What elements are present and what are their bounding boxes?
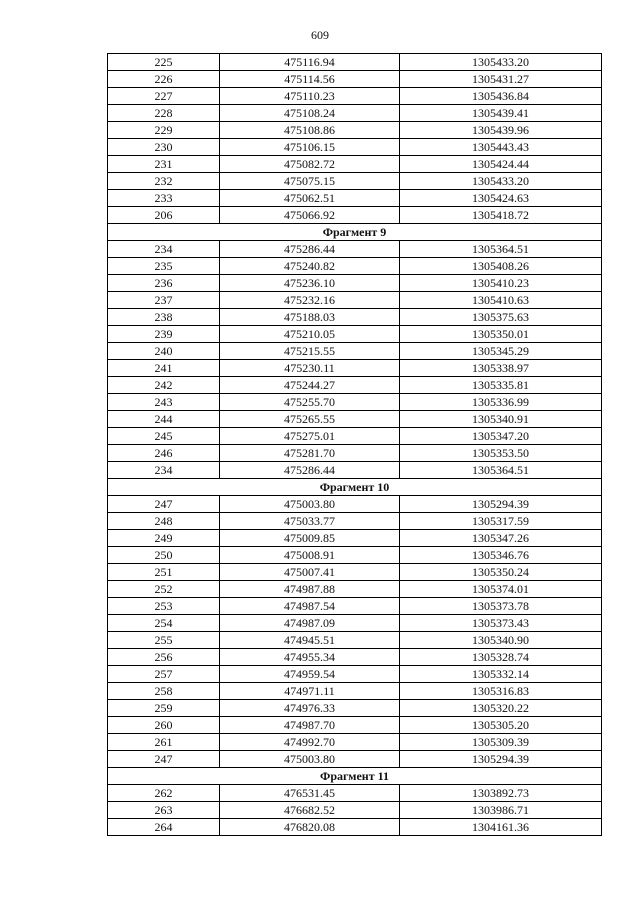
section-header-row bbox=[108, 768, 602, 785]
point-number-cell: 232 bbox=[108, 173, 220, 190]
table-row bbox=[108, 360, 602, 377]
y-coordinate-cell: 1305350.01 bbox=[400, 326, 602, 343]
point-number-cell: 256 bbox=[108, 649, 220, 666]
section-title: Фрагмент 10 bbox=[108, 479, 602, 496]
x-coordinate-cell: 474987.70 bbox=[220, 717, 400, 734]
y-coordinate-cell: 1305410.63 bbox=[400, 292, 602, 309]
point-number-cell: 234 bbox=[108, 241, 220, 258]
y-coordinate-cell: 1305443.43 bbox=[400, 139, 602, 156]
y-coordinate-cell: 1305317.59 bbox=[400, 513, 602, 530]
y-coordinate-cell: 1305316.83 bbox=[400, 683, 602, 700]
x-coordinate-cell: 475082.72 bbox=[220, 156, 400, 173]
y-coordinate-cell: 1305338.97 bbox=[400, 360, 602, 377]
point-number-cell: 260 bbox=[108, 717, 220, 734]
table-row bbox=[108, 615, 602, 632]
y-coordinate-cell: 1305373.43 bbox=[400, 615, 602, 632]
table-row bbox=[108, 122, 602, 139]
y-coordinate-cell: 1303986.71 bbox=[400, 802, 602, 819]
table-row bbox=[108, 683, 602, 700]
x-coordinate-cell: 475033.77 bbox=[220, 513, 400, 530]
x-coordinate-cell: 475114.56 bbox=[220, 71, 400, 88]
x-coordinate-cell: 475275.01 bbox=[220, 428, 400, 445]
table-row bbox=[108, 513, 602, 530]
table-row bbox=[108, 207, 602, 224]
y-coordinate-cell: 1305439.41 bbox=[400, 105, 602, 122]
point-number-cell: 262 bbox=[108, 785, 220, 802]
y-coordinate-cell: 1305433.20 bbox=[400, 173, 602, 190]
x-coordinate-cell: 475003.80 bbox=[220, 751, 400, 768]
y-coordinate-cell: 1305347.20 bbox=[400, 428, 602, 445]
point-number-cell: 261 bbox=[108, 734, 220, 751]
x-coordinate-cell: 475230.11 bbox=[220, 360, 400, 377]
point-number-cell: 253 bbox=[108, 598, 220, 615]
point-number-cell: 236 bbox=[108, 275, 220, 292]
x-coordinate-cell: 475236.10 bbox=[220, 275, 400, 292]
x-coordinate-cell: 475244.27 bbox=[220, 377, 400, 394]
x-coordinate-cell: 474959.54 bbox=[220, 666, 400, 683]
table-row bbox=[108, 241, 602, 258]
table-row bbox=[108, 666, 602, 683]
x-coordinate-cell: 475215.55 bbox=[220, 343, 400, 360]
y-coordinate-cell: 1305340.91 bbox=[400, 411, 602, 428]
x-coordinate-cell: 475075.15 bbox=[220, 173, 400, 190]
table-row bbox=[108, 190, 602, 207]
x-coordinate-cell: 474971.11 bbox=[220, 683, 400, 700]
y-coordinate-cell: 1305340.90 bbox=[400, 632, 602, 649]
table-row bbox=[108, 411, 602, 428]
y-coordinate-cell: 1305346.76 bbox=[400, 547, 602, 564]
point-number-cell: 233 bbox=[108, 190, 220, 207]
x-coordinate-cell: 475007.41 bbox=[220, 564, 400, 581]
point-number-cell: 255 bbox=[108, 632, 220, 649]
table-row bbox=[108, 309, 602, 326]
x-coordinate-cell: 476820.08 bbox=[220, 819, 400, 836]
y-coordinate-cell: 1305294.39 bbox=[400, 496, 602, 513]
table-row bbox=[108, 139, 602, 156]
y-coordinate-cell: 1305424.44 bbox=[400, 156, 602, 173]
table-row bbox=[108, 496, 602, 513]
y-coordinate-cell: 1305373.78 bbox=[400, 598, 602, 615]
point-number-cell: 234 bbox=[108, 462, 220, 479]
x-coordinate-cell: 475188.03 bbox=[220, 309, 400, 326]
table-row bbox=[108, 632, 602, 649]
table-row bbox=[108, 717, 602, 734]
point-number-cell: 264 bbox=[108, 819, 220, 836]
table-row bbox=[108, 71, 602, 88]
x-coordinate-cell: 475116.94 bbox=[220, 54, 400, 71]
y-coordinate-cell: 1305364.51 bbox=[400, 241, 602, 258]
table-row bbox=[108, 530, 602, 547]
table-row bbox=[108, 54, 602, 71]
coordinates-table bbox=[107, 53, 602, 836]
y-coordinate-cell: 1305336.99 bbox=[400, 394, 602, 411]
y-coordinate-cell: 1305335.81 bbox=[400, 377, 602, 394]
point-number-cell: 240 bbox=[108, 343, 220, 360]
y-coordinate-cell: 1305408.26 bbox=[400, 258, 602, 275]
table-row bbox=[108, 462, 602, 479]
point-number-cell: 245 bbox=[108, 428, 220, 445]
page-number: 609 bbox=[311, 28, 329, 42]
y-coordinate-cell: 1305320.22 bbox=[400, 700, 602, 717]
x-coordinate-cell: 474976.33 bbox=[220, 700, 400, 717]
table-row bbox=[108, 156, 602, 173]
x-coordinate-cell: 475281.70 bbox=[220, 445, 400, 462]
point-number-cell: 226 bbox=[108, 71, 220, 88]
x-coordinate-cell: 475286.44 bbox=[220, 241, 400, 258]
x-coordinate-cell: 475008.91 bbox=[220, 547, 400, 564]
x-coordinate-cell: 475066.92 bbox=[220, 207, 400, 224]
table-row bbox=[108, 581, 602, 598]
y-coordinate-cell: 1305374.01 bbox=[400, 581, 602, 598]
y-coordinate-cell: 1305294.39 bbox=[400, 751, 602, 768]
point-number-cell: 249 bbox=[108, 530, 220, 547]
table-row bbox=[108, 428, 602, 445]
x-coordinate-cell: 475210.05 bbox=[220, 326, 400, 343]
point-number-cell: 227 bbox=[108, 88, 220, 105]
point-number-cell: 251 bbox=[108, 564, 220, 581]
y-coordinate-cell: 1305328.74 bbox=[400, 649, 602, 666]
x-coordinate-cell: 474945.51 bbox=[220, 632, 400, 649]
table-row bbox=[108, 564, 602, 581]
x-coordinate-cell: 475106.15 bbox=[220, 139, 400, 156]
y-coordinate-cell: 1305332.14 bbox=[400, 666, 602, 683]
y-coordinate-cell: 1305418.72 bbox=[400, 207, 602, 224]
x-coordinate-cell: 475009.85 bbox=[220, 530, 400, 547]
point-number-cell: 237 bbox=[108, 292, 220, 309]
y-coordinate-cell: 1305353.50 bbox=[400, 445, 602, 462]
table-row bbox=[108, 598, 602, 615]
x-coordinate-cell: 475108.24 bbox=[220, 105, 400, 122]
table-row bbox=[108, 649, 602, 666]
x-coordinate-cell: 476531.45 bbox=[220, 785, 400, 802]
point-number-cell: 244 bbox=[108, 411, 220, 428]
table-row bbox=[108, 751, 602, 768]
y-coordinate-cell: 1305431.27 bbox=[400, 71, 602, 88]
section-header-row bbox=[108, 479, 602, 496]
table-row bbox=[108, 819, 602, 836]
point-number-cell: 247 bbox=[108, 751, 220, 768]
table-row bbox=[108, 394, 602, 411]
section-title: Фрагмент 9 bbox=[108, 224, 602, 241]
point-number-cell: 230 bbox=[108, 139, 220, 156]
x-coordinate-cell: 474987.54 bbox=[220, 598, 400, 615]
y-coordinate-cell: 1303892.73 bbox=[400, 785, 602, 802]
point-number-cell: 225 bbox=[108, 54, 220, 71]
point-number-cell: 243 bbox=[108, 394, 220, 411]
point-number-cell: 258 bbox=[108, 683, 220, 700]
y-coordinate-cell: 1305424.63 bbox=[400, 190, 602, 207]
x-coordinate-cell: 475232.16 bbox=[220, 292, 400, 309]
point-number-cell: 242 bbox=[108, 377, 220, 394]
x-coordinate-cell: 475265.55 bbox=[220, 411, 400, 428]
x-coordinate-cell: 474987.88 bbox=[220, 581, 400, 598]
table-row bbox=[108, 275, 602, 292]
y-coordinate-cell: 1305436.84 bbox=[400, 88, 602, 105]
point-number-cell: 246 bbox=[108, 445, 220, 462]
x-coordinate-cell: 474987.09 bbox=[220, 615, 400, 632]
table-row bbox=[108, 88, 602, 105]
point-number-cell: 259 bbox=[108, 700, 220, 717]
point-number-cell: 254 bbox=[108, 615, 220, 632]
point-number-cell: 239 bbox=[108, 326, 220, 343]
table-row bbox=[108, 258, 602, 275]
y-coordinate-cell: 1305305.20 bbox=[400, 717, 602, 734]
point-number-cell: 250 bbox=[108, 547, 220, 564]
point-number-cell: 229 bbox=[108, 122, 220, 139]
y-coordinate-cell: 1305410.23 bbox=[400, 275, 602, 292]
x-coordinate-cell: 475108.86 bbox=[220, 122, 400, 139]
point-number-cell: 252 bbox=[108, 581, 220, 598]
x-coordinate-cell: 475286.44 bbox=[220, 462, 400, 479]
table-row bbox=[108, 292, 602, 309]
table-row bbox=[108, 173, 602, 190]
x-coordinate-cell: 475240.82 bbox=[220, 258, 400, 275]
table-row bbox=[108, 734, 602, 751]
section-header-row bbox=[108, 224, 602, 241]
table-row bbox=[108, 343, 602, 360]
table-row bbox=[108, 377, 602, 394]
x-coordinate-cell: 476682.52 bbox=[220, 802, 400, 819]
section-title: Фрагмент 11 bbox=[108, 768, 602, 785]
table-row bbox=[108, 105, 602, 122]
y-coordinate-cell: 1305347.26 bbox=[400, 530, 602, 547]
table-row bbox=[108, 785, 602, 802]
y-coordinate-cell: 1305309.39 bbox=[400, 734, 602, 751]
y-coordinate-cell: 1304161.36 bbox=[400, 819, 602, 836]
point-number-cell: 263 bbox=[108, 802, 220, 819]
coordinates-table-body bbox=[108, 54, 602, 836]
point-number-cell: 231 bbox=[108, 156, 220, 173]
point-number-cell: 257 bbox=[108, 666, 220, 683]
table-row bbox=[108, 326, 602, 343]
point-number-cell: 228 bbox=[108, 105, 220, 122]
x-coordinate-cell: 474992.70 bbox=[220, 734, 400, 751]
x-coordinate-cell: 475110.23 bbox=[220, 88, 400, 105]
table-row bbox=[108, 700, 602, 717]
y-coordinate-cell: 1305364.51 bbox=[400, 462, 602, 479]
point-number-cell: 238 bbox=[108, 309, 220, 326]
x-coordinate-cell: 475003.80 bbox=[220, 496, 400, 513]
point-number-cell: 247 bbox=[108, 496, 220, 513]
point-number-cell: 235 bbox=[108, 258, 220, 275]
x-coordinate-cell: 474955.34 bbox=[220, 649, 400, 666]
y-coordinate-cell: 1305345.29 bbox=[400, 343, 602, 360]
table-row bbox=[108, 445, 602, 462]
table-row bbox=[108, 802, 602, 819]
x-coordinate-cell: 475255.70 bbox=[220, 394, 400, 411]
y-coordinate-cell: 1305433.20 bbox=[400, 54, 602, 71]
y-coordinate-cell: 1305439.96 bbox=[400, 122, 602, 139]
point-number-cell: 241 bbox=[108, 360, 220, 377]
point-number-cell: 206 bbox=[108, 207, 220, 224]
table-row bbox=[108, 547, 602, 564]
y-coordinate-cell: 1305375.63 bbox=[400, 309, 602, 326]
y-coordinate-cell: 1305350.24 bbox=[400, 564, 602, 581]
x-coordinate-cell: 475062.51 bbox=[220, 190, 400, 207]
point-number-cell: 248 bbox=[108, 513, 220, 530]
